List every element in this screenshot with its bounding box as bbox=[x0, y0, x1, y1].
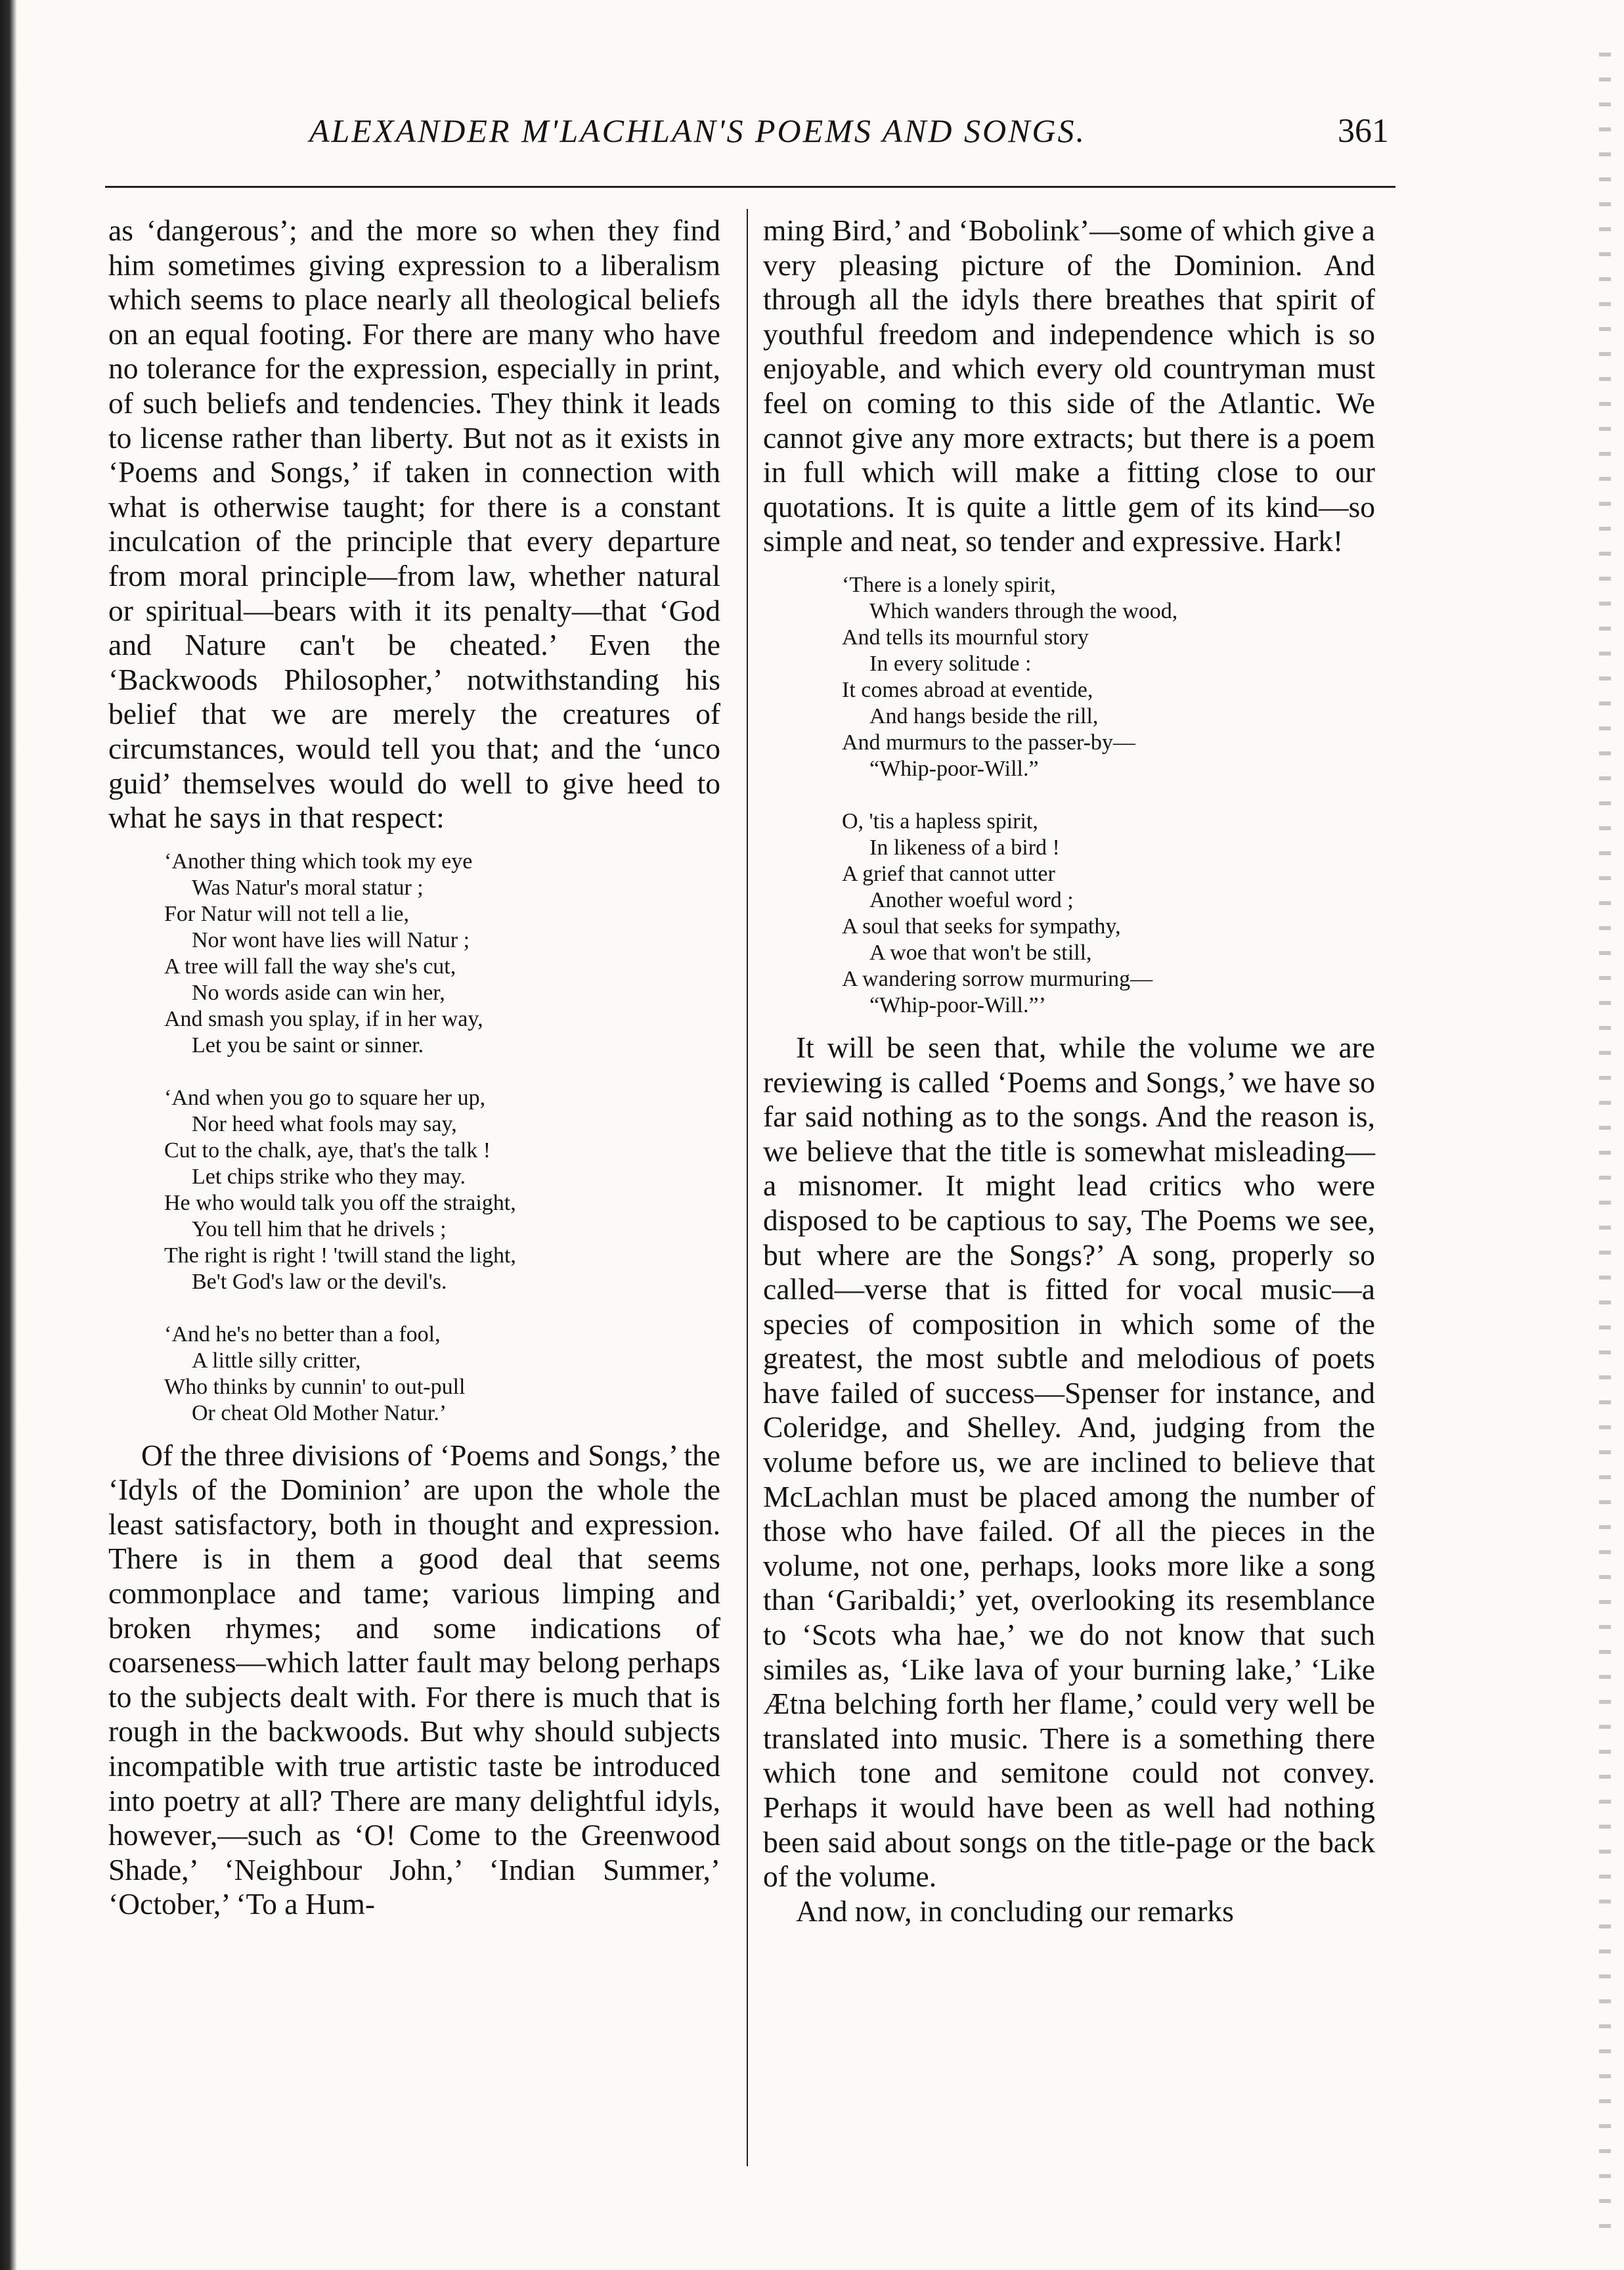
verse-line: A soul that seeks for sympathy, bbox=[842, 914, 1121, 939]
verse-line: “Whip-poor-Will.” bbox=[869, 756, 1039, 781]
verse-line: ‘There is a lonely spirit, bbox=[842, 572, 1056, 597]
book-binding-shadow bbox=[0, 0, 17, 2270]
verse-line: No words aside can win her, bbox=[192, 980, 445, 1005]
verse-line: It comes abroad at eventide, bbox=[842, 677, 1093, 702]
right-column bbox=[763, 213, 1375, 1928]
verse-line: And murmurs to the passer-by— bbox=[842, 730, 1135, 755]
page-header bbox=[112, 112, 1389, 171]
running-title: ALEXANDER M'LACHLAN'S POEMS AND SONGS. bbox=[309, 112, 1087, 149]
verse-stanza bbox=[164, 1322, 720, 1427]
verse-stanza bbox=[164, 849, 720, 1059]
page-edge-marks bbox=[1599, 53, 1611, 2240]
left-verse-quotation bbox=[108, 849, 720, 1427]
verse-line: Was Natur's moral statur ; bbox=[192, 875, 424, 900]
verse-line: Which wanders through the wood, bbox=[869, 598, 1178, 623]
verse-line: O, 'tis a hapless spirit, bbox=[842, 809, 1038, 834]
left-column bbox=[108, 213, 720, 1922]
verse-line: Let you be saint or sinner. bbox=[192, 1033, 424, 1057]
verse-line: A wandering sorrow murmuring— bbox=[842, 966, 1153, 991]
verse-line: In every solitude : bbox=[869, 651, 1032, 676]
verse-stanza bbox=[164, 1085, 720, 1295]
verse-line: The right is right ! 'twill stand the light, bbox=[164, 1243, 516, 1268]
right-paragraph-2: It will be seen that, while the volume we are reviewing is called ‘Poems and Songs,’ we have so far said nothing as to the songs. And the reason is, we believe that the title is somewhat misleading—a misnomer. It might lead critics who were disposed to be captious to say, The Poems we see, but where are the Songs?’ A song, properly so called—verse that is fitted for vocal music—a species of composition in which some of the greatest, the most subtle and melodious of poets have failed of success—Spenser for instance, and Coleridge, and Shelley. And, judging from the volume before us, we are inclined to believe that McLachlan must be placed among the number of those who have failed. Of all the pieces in the volume, not one, perhaps, looks more like a song than ‘Garibaldi;’ yet, overlooking its resemblance to ‘Scots wha hae,’ we do not know that such similes as, ‘Like lava of your burning lake,’ ‘Like Ætna belching forth her flame,’ could very well be translated into music. There is a something there which tone and semitone could not convey. Perhaps it would have been as well had nothing been said about songs on the title-page or the back of the volume. bbox=[763, 1030, 1375, 1894]
right-verse-poem bbox=[763, 572, 1375, 1019]
verse-line: A grief that cannot utter bbox=[842, 861, 1055, 886]
verse-line: And smash you splay, if in her way, bbox=[164, 1006, 483, 1031]
right-paragraph-3: And now, in concluding our remarks bbox=[796, 1894, 1234, 1928]
verse-line: A little silly critter, bbox=[192, 1348, 361, 1373]
column-divider bbox=[747, 209, 748, 2166]
verse-line: You tell him that he drivels ; bbox=[192, 1216, 447, 1241]
verse-line: Another woeful word ; bbox=[869, 887, 1074, 912]
verse-line: ‘And when you go to square her up, bbox=[164, 1085, 486, 1110]
verse-line: Or cheat Old Mother Natur.’ bbox=[192, 1400, 447, 1425]
verse-line: He who would talk you off the straight, bbox=[164, 1190, 516, 1215]
page-number: 361 bbox=[1338, 112, 1389, 150]
verse-line: For Natur will not tell a lie, bbox=[164, 901, 409, 926]
verse-line: Nor wont have lies will Natur ; bbox=[192, 927, 470, 952]
verse-stanza bbox=[842, 572, 1375, 782]
verse-line: ‘Another thing which took my eye bbox=[164, 849, 473, 874]
verse-line: Nor heed what fools may say, bbox=[192, 1111, 457, 1136]
verse-line: A tree will fall the way she's cut, bbox=[164, 954, 456, 979]
verse-line: “Whip-poor-Will.”’ bbox=[869, 992, 1046, 1017]
verse-line: Who thinks by cunnin' to out-pull bbox=[164, 1374, 466, 1399]
left-paragraph-2: Of the three divisions of ‘Poems and Songs,’ the ‘Idyls of the Dominion’ are upon the whole the least satisfactory, both in thought and expression. There is in them a good deal that seems commonplace and tame; various limping and broken rhymes; and some indications of coarseness—which latter fault may belong perhaps to the subjects dealt with. For there is much that is rough in the backwoods. But why should subjects incompatible with true artistic taste be introduced into poetry at all? There are many delightful idyls, however,—such as ‘O! Come to the Greenwood Shade,’ ‘Neighbour John,’ ‘Indian Summer,’ ‘October,’ ‘To a Hum- bbox=[108, 1438, 720, 1921]
verse-line: Be't God's law or the devil's. bbox=[192, 1269, 447, 1294]
verse-line: ‘And he's no better than a fool, bbox=[164, 1322, 441, 1346]
header-rule bbox=[105, 186, 1395, 188]
verse-line: And hangs beside the rill, bbox=[869, 703, 1099, 728]
verse-line: In likeness of a bird ! bbox=[869, 835, 1060, 860]
verse-line: Cut to the chalk, aye, that's the talk ! bbox=[164, 1138, 491, 1163]
verse-line: Let chips strike who they may. bbox=[192, 1164, 466, 1189]
left-paragraph-1: as ‘dangerous’; and the more so when they find him sometimes giving expression to a liberalism which seems to place nearly all theological beliefs on an equal footing. For there are many who have no tolerance for the expression, especially in print, of such beliefs and tendencies. They think it leads to license rather than liberty. But not as it exists in ‘Poems and Songs,’ if taken in connection with what is otherwise taught; for there is a constant inculcation of the principle that every departure from moral principle—from law, whether natural or spiritual—bears with it its penalty—that ‘God and Nature can't be cheated.’ Even the ‘Backwoods Philosopher,’ notwithstanding his belief that we are merely the creatures of circumstances, would tell you that; and the ‘unco guid’ themselves would do well to give heed to what he says in that respect: bbox=[108, 213, 720, 835]
verse-line: A woe that won't be still, bbox=[869, 940, 1092, 965]
right-paragraph-1: ming Bird,’ and ‘Bobolink’—some of which give a very pleasing picture of the Dominion. And through all the idyls there breathes that spirit of youthful freedom and independence which is so enjoyable, and which every old countryman must feel on coming to this side of the Atlantic. We cannot give any more extracts; but there is a poem in full which will make a fitting close to our quotations. It is quite a little gem of its kind—so simple and neat, so tender and expressive. Hark! bbox=[763, 213, 1375, 558]
verse-stanza bbox=[842, 809, 1375, 1019]
verse-line: And tells its mournful story bbox=[842, 625, 1089, 650]
